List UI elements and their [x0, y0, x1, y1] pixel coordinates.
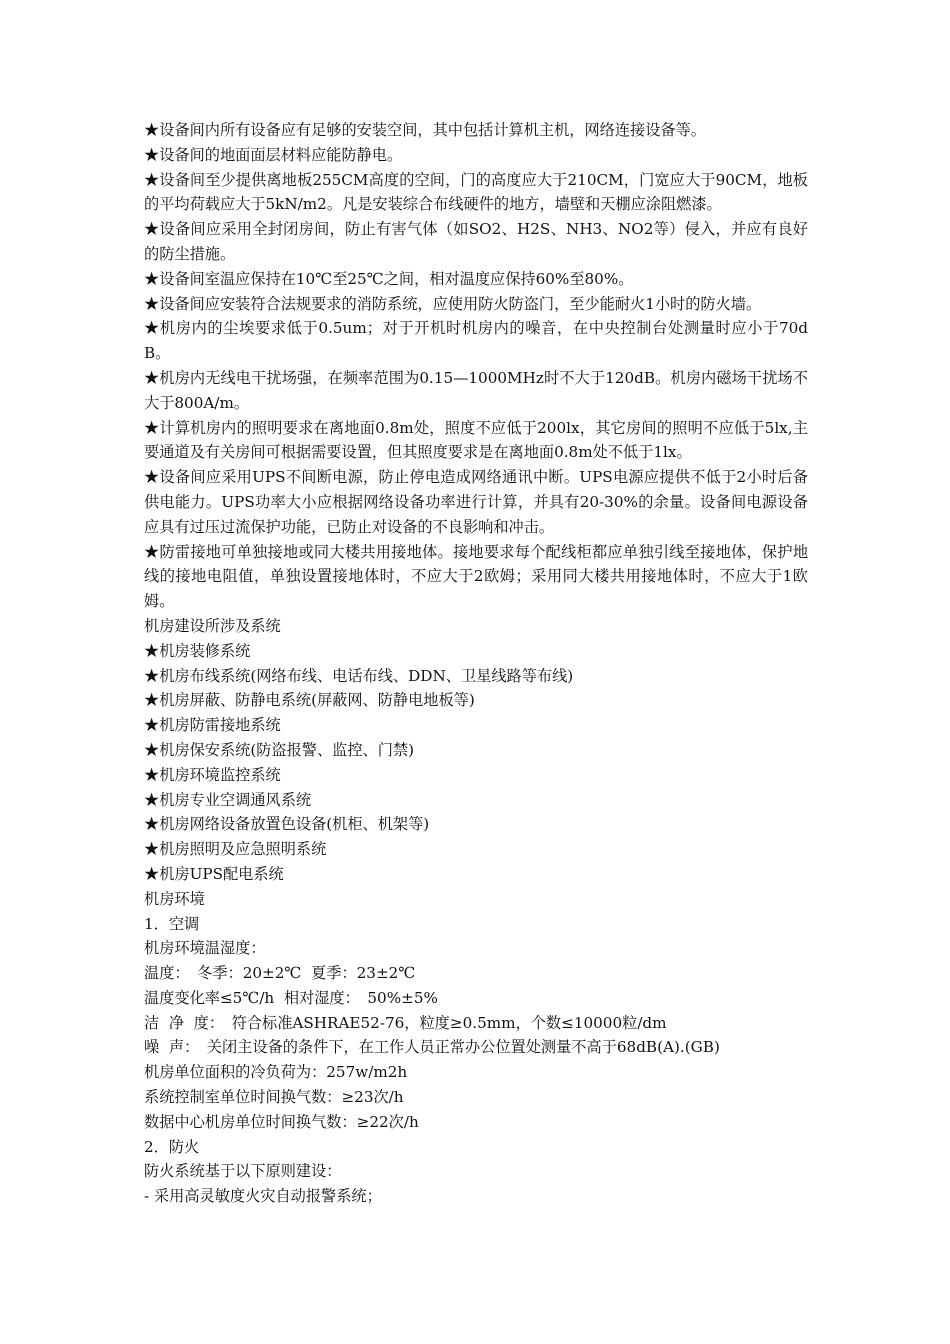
- paragraph: 防火系统基于以下原则建设：: [144, 1162, 342, 1181]
- paragraph: 温度变化率≤5℃/h 相对湿度： 50%±5%: [144, 988, 438, 1007]
- paragraph: ★设备间至少提供离地板255CM高度的空间，门的高度应大于210CM，门宽应大于90CM，地板的平均荷载应大于5kN/m2。凡是安装综合布线硬件的地方，墙壁和天棚应涂阻燃漆。: [144, 170, 808, 214]
- paragraph: ★设备间室温应保持在10℃至25℃之间，相对温度应保持60%至80%。: [144, 269, 634, 288]
- list-item: ★机房防雷接地系统: [144, 716, 281, 735]
- list-item: - 采用高灵敏度火灾自动报警系统；: [144, 1187, 382, 1206]
- list-item: ★机房装修系统: [144, 641, 251, 660]
- list-item: ★机房照明及应急照明系统: [144, 840, 327, 859]
- list-item: ★机房UPS配电系统: [144, 864, 284, 883]
- list-item: ★机房环境监控系统: [144, 765, 281, 784]
- list-item: ★机房布线系统(网络布线、电话布线、DDN、卫星线路等布线): [144, 666, 574, 685]
- list-item: ★机房专业空调通风系统: [144, 790, 312, 809]
- paragraph: ★机房内无线电干扰场强，在频率范围为0.15—1000MHz时不大于120dB。机房内磁场干扰场不大于800A/m。: [144, 368, 808, 412]
- paragraph: ★机房内的尘埃要求低于0.5um；对于开机时机房内的噪音，在中央控制台处测量时应小于70dB。: [144, 319, 808, 363]
- paragraph: ★设备间应安装符合法规要求的消防系统，应使用防火防盗门，至少能耐火1小时的防火墙。: [144, 294, 762, 313]
- paragraph: 噪 声： 关闭主设备的条件下，在工作人员正常办公位置处测量不高于68dB(A).(GB): [144, 1038, 720, 1057]
- paragraph: ★设备间的地面面层材料应能防静电。: [144, 145, 403, 164]
- section-heading: 机房建设所涉及系统: [144, 616, 281, 635]
- paragraph: ★设备间应采用全封闭房间，防止有害气体（如SO2、H2S、NH3、NO2等）侵入，并应有良好的防尘措施。: [144, 220, 808, 263]
- list-item: ★机房网络设备放置色设备(机柜、机架等): [144, 815, 430, 834]
- paragraph: 系统控制室单位时间换气数：≥23次/h: [144, 1088, 404, 1107]
- paragraph: 温度： 冬季：20±2℃ 夏季：23±2℃: [144, 964, 416, 983]
- paragraph: ★设备间应采用UPS不间断电源，防止停电造成网络通讯中断。UPS电源应提供不低于2小时后备供电能力。UPS功率大小应根据网络设备功率进行计算，并具有20-30%的余量。设备间电源设备应具有过压过流保护功能，已防止对设备的不良影响和冲击。: [144, 468, 808, 536]
- paragraph: 机房环境温湿度：: [144, 939, 266, 958]
- paragraph: 洁 净 度： 符合标准ASHRAE52-76，粒度≥0.5mm，个数≤10000粒/dm: [144, 1013, 667, 1032]
- subsection-heading: 2．防火: [144, 1137, 200, 1156]
- list-item: ★机房屏蔽、防静电系统(屏蔽网、防静电地板等): [144, 691, 475, 710]
- paragraph: 数据中心机房单位时间换气数：≥22次/h: [144, 1112, 419, 1131]
- paragraph: ★计算机房内的照明要求在离地面0.8m处，照度不应低于200lx，其它房间的照明不应低于5lx,主要通道及有关房间可根据需要设置，但其照度要求是在离地面0.8m处不低于1lx。: [144, 418, 808, 462]
- section-heading: 机房环境: [144, 889, 205, 908]
- document-body: [144, 118, 808, 1209]
- paragraph: ★设备间内所有设备应有足够的安装空间，其中包括计算机主机，网络连接设备等。: [144, 121, 706, 139]
- subsection-heading: 1．空调: [144, 914, 200, 933]
- paragraph: 机房单位面积的冷负荷为：257w/m2h: [144, 1063, 408, 1082]
- paragraph: ★防雷接地可单独接地或同大楼共用接地体。接地要求每个配线柜都应单独引线至接地体，保护地线的接地电阻值，单独设置接地体时，不应大于2欧姆；采用同大楼共用接地体时，不应大于1欧姆。: [144, 542, 808, 611]
- list-item: ★机房保安系统(防盗报警、监控、门禁): [144, 740, 415, 759]
